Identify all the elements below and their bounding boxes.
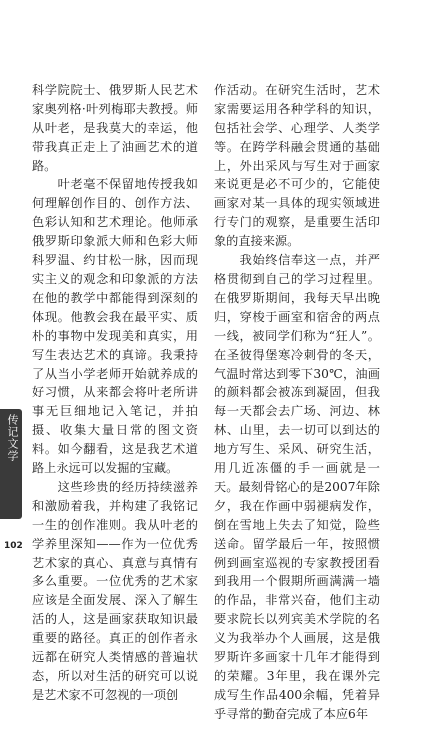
left-column-body: 科学院院士、俄罗斯人民艺术家奥列格·叶列梅耶夫教授。师从叶老，是我莫大的幸运，他带我真正走上了油画艺术的道路。 叶老毫不保留地传授我如何理解创作目的、创作方法、色彩认知和艺术理论。他师承俄罗斯印象派大师和色彩大师科罗温、约甘松一脉，因而现实主义的观念和印象派的方法在他的教学中都能得到深刻的体现。他教会我在最平实、质朴的事物中发现美和真实，用写生表达艺术的真谛。我秉持了从当小学老师开始就养成的好习惯，从来都会将叶老所讲事无巨细地记入笔记，并拍摄、收集大量日常的图文资料。如今翻看，这是我艺术道路上永远可以发掘的宝藏。 这些珍贵的经历持续滋养和激励着我，并构建了我铭记一生的创作准则。我从叶老的学养里深知——作为一位优秀艺术家的真心、真意与真情有多么重要。一位优秀的艺术家应该是全面发展、深入了解生活的人，这是画家获取知识最重要的路径。真正的创作者永远都在研究人类情感的普遍状态，所以对生活的研究可以说是艺术家不可忽视的一项创 [32,82,198,702]
right-column-body: 作活动。在研究生活时，艺术家需要运用各种学科的知识，包括社会学、心理学、人类学等。在跨学科融会贯通的基础上，外出采风与写生对于画家来说更是必不可少的，它能使画家对某一具体的现实领域进行专门的观察，是重要生活印象的直接来源。 我始终信奉这一点，并严格贯彻到自己的学习过程里。在俄罗斯期间，我每天早出晚归，穿梭于画室和宿舍的两点一线，被同学们称为“狂人”。在圣彼得堡寒冷刺骨的冬天，气温时常达到零下30℃，油画的颜料都会被冻到凝固，但我每一天都会去广场、河边、林林、山里，去一切可以到达的地方写生、采风、研究生活，用几近冻僵的手一画就是一天。最刻骨铭心的是2007年除夕，我在作画中弱褪病发作，倒在雪地上失去了知觉，险些送命。留学最后一年，按照惯例到画室巡视的专家教授团看到我用一个假期所画满满一墙的作品，非常兴奋，他们主动要求院长以列宾美术学院的名义为我举办个人画展，这是俄罗斯许多画家十几年才能得到的荣耀。3年里，我在课外完成写生作品400余幅，凭着异乎寻常的勤奋完成了本应6年 [214,82,380,721]
right-text-column [214,62,380,743]
left-text-column [32,62,198,724]
section-label: 传记文学 [6,414,19,462]
page-number: 102 [4,541,23,551]
